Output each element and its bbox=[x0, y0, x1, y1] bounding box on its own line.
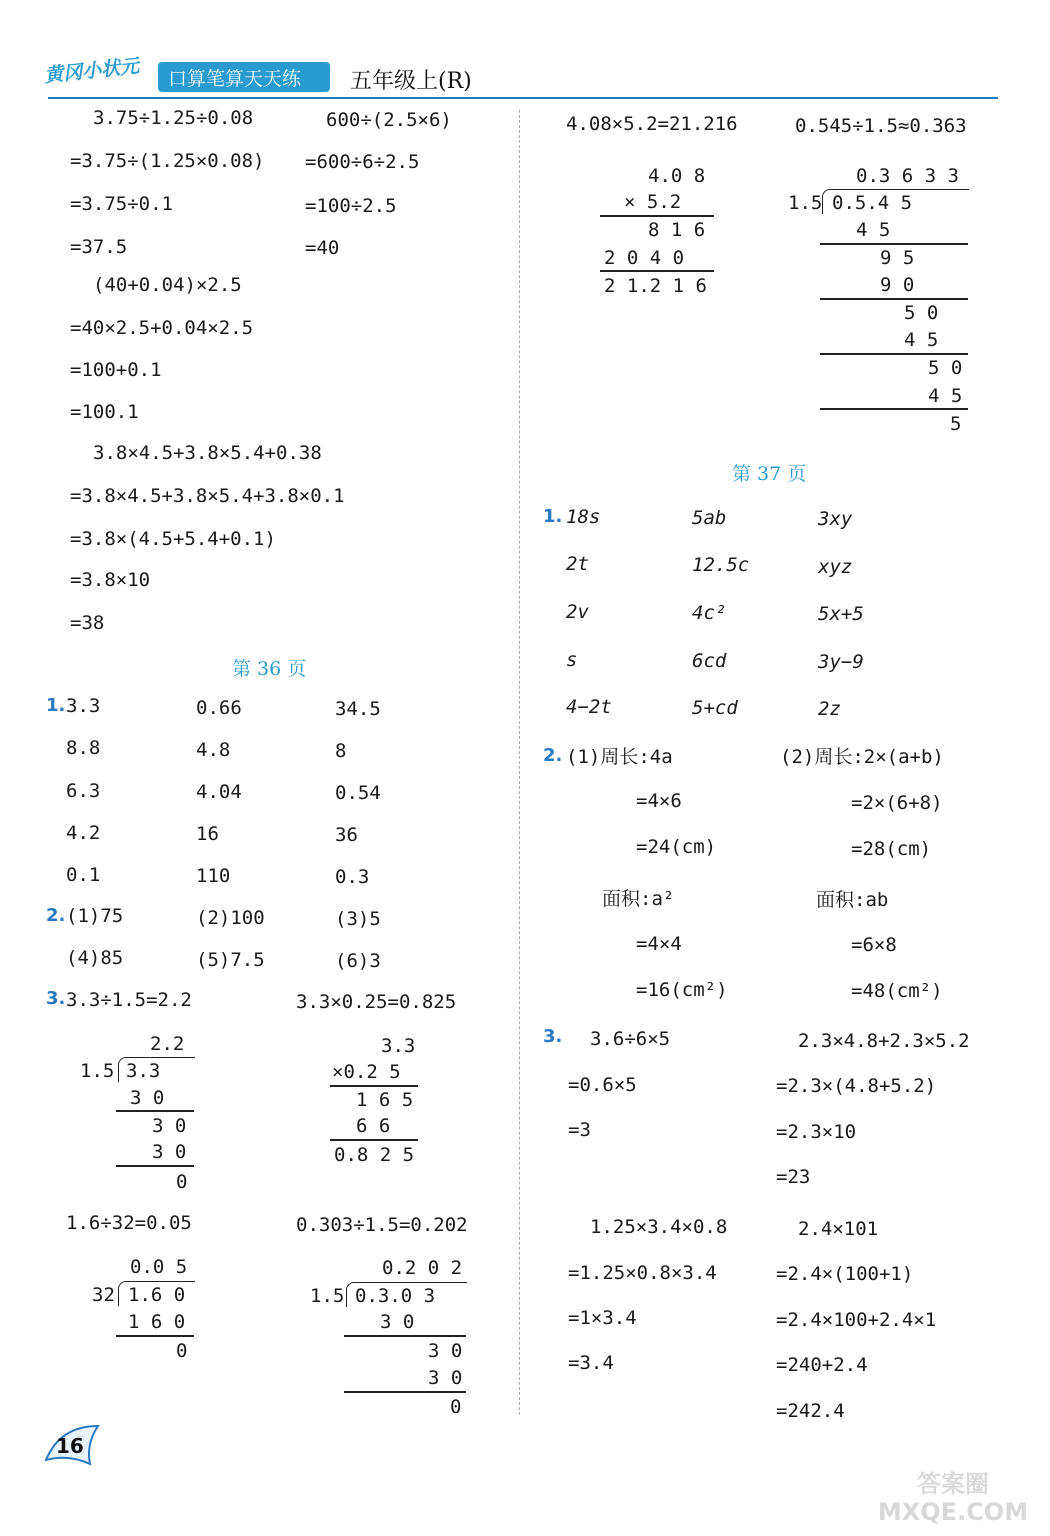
calc-line: =100÷2.5 bbox=[305, 195, 397, 217]
calc-line: 0.303÷1.5=0.202 bbox=[296, 1214, 468, 1236]
question-number: 2. bbox=[46, 905, 66, 926]
question-number: 3. bbox=[543, 1026, 563, 1047]
watermark: 答案圈 MXQE.COM bbox=[877, 1470, 1029, 1526]
answer-cell: 16 bbox=[196, 823, 219, 845]
answer-cell: (3)5 bbox=[335, 908, 381, 930]
division-rule bbox=[344, 1391, 466, 1393]
division-rule bbox=[820, 243, 968, 245]
answer-cell: 4−2t bbox=[566, 696, 612, 718]
answer-cell: 4.8 bbox=[196, 739, 231, 761]
series-banner bbox=[158, 62, 330, 92]
division-rule bbox=[116, 1110, 194, 1112]
division-step: 3 0 bbox=[428, 1367, 463, 1389]
calc-line: 3.8×4.5+3.8×5.4+0.38 bbox=[93, 442, 322, 464]
quotient: 2.2 bbox=[150, 1033, 185, 1055]
multiplicand: 3.3 bbox=[381, 1035, 416, 1057]
section-title: 第 37 页 bbox=[732, 463, 807, 485]
mul-rule bbox=[330, 1139, 418, 1141]
product: 2 1.2 1 6 bbox=[604, 275, 707, 297]
dividend: 0.3.0 3 bbox=[355, 1285, 436, 1307]
calc-line: (2)周长:2×(a+b) bbox=[780, 746, 944, 768]
calc-line: =242.4 bbox=[776, 1400, 845, 1422]
dividend: 1.6 0 bbox=[128, 1284, 186, 1306]
product: 0.8 2 5 bbox=[334, 1144, 415, 1166]
page-number: 16 bbox=[56, 1434, 84, 1458]
division-step: 3 0 bbox=[152, 1115, 187, 1137]
answer-cell: xyz bbox=[818, 556, 853, 578]
remainder: 5 bbox=[950, 413, 962, 435]
division-step: 9 5 bbox=[880, 247, 915, 269]
answer-cell: 2z bbox=[818, 698, 841, 720]
question-number: 1. bbox=[543, 506, 563, 527]
division-rule bbox=[820, 353, 968, 355]
divisor: 32 bbox=[92, 1284, 115, 1306]
division-step: 3 0 bbox=[380, 1311, 415, 1333]
remainder: 0 bbox=[450, 1396, 462, 1418]
answer-cell: 0.3 bbox=[335, 866, 370, 888]
answer-cell: (4)85 bbox=[66, 947, 124, 969]
calc-line: =3 bbox=[568, 1119, 591, 1141]
answer-cell: 0.54 bbox=[335, 782, 381, 804]
brand-logo: 黄冈小状元 bbox=[43, 55, 141, 87]
calc-line: =3.75÷0.1 bbox=[70, 193, 173, 215]
calc-line: =40×2.5+0.04×2.5 bbox=[70, 317, 254, 339]
answer-cell: 8 bbox=[335, 740, 347, 762]
calc-line: =28(cm) bbox=[851, 838, 932, 860]
division-step: 4 5 bbox=[856, 219, 891, 241]
calc-line: =6×8 bbox=[851, 934, 897, 956]
answer-cell: 34.5 bbox=[335, 698, 381, 720]
answer-cell: 0.66 bbox=[196, 697, 242, 719]
dividend: 0.5.4 5 bbox=[832, 192, 913, 214]
column-divider bbox=[519, 110, 520, 1415]
calc-line: 0.545÷1.5≈0.363 bbox=[795, 115, 967, 137]
calc-line: 4.08×5.2=21.216 bbox=[566, 113, 738, 135]
division-step: 9 0 bbox=[880, 274, 915, 296]
answer-cell: 5x+5 bbox=[818, 603, 864, 625]
page-number-badge bbox=[44, 1424, 102, 1464]
grade-label: 五年级上(R) bbox=[350, 69, 472, 94]
answer-cell: 36 bbox=[335, 824, 358, 846]
multiplicand: 4.0 8 bbox=[648, 165, 706, 187]
answer-cell: 4.04 bbox=[196, 781, 242, 803]
answer-cell: (1)75 bbox=[66, 905, 124, 927]
division-step: 3 0 bbox=[130, 1087, 165, 1109]
calc-line: =38 bbox=[70, 612, 105, 634]
division-rule bbox=[116, 1335, 194, 1337]
division-step: 3 0 bbox=[152, 1141, 187, 1163]
division-step: 4 5 bbox=[928, 385, 963, 407]
remainder: 0 bbox=[176, 1171, 188, 1193]
partial-product: 2 0 4 0 bbox=[604, 247, 685, 269]
answer-cell: 18s bbox=[566, 506, 601, 528]
answer-cell: (5)7.5 bbox=[196, 949, 265, 971]
divisor: 1.5 bbox=[310, 1285, 345, 1307]
division-step: 3 0 bbox=[428, 1340, 463, 1362]
calc-line: 3.3÷1.5=2.2 bbox=[66, 989, 192, 1011]
calc-line: =100+0.1 bbox=[70, 359, 162, 381]
answer-cell: 3y−9 bbox=[818, 651, 864, 673]
calc-line: =3.8×10 bbox=[70, 569, 151, 591]
calc-line: =0.6×5 bbox=[568, 1074, 637, 1096]
calc-line: 2.4×101 bbox=[798, 1218, 879, 1240]
calc-line: =3.8×(4.5+5.4+0.1) bbox=[70, 528, 276, 550]
quotient: 0.3 6 3 3 bbox=[856, 165, 959, 187]
partial-product: 8 1 6 bbox=[648, 219, 706, 241]
calc-line: =2×(6+8) bbox=[851, 792, 943, 814]
answer-cell: 8.8 bbox=[66, 737, 101, 759]
answer-cell: 6cd bbox=[692, 650, 727, 672]
calc-line: =1.25×0.8×3.4 bbox=[568, 1262, 717, 1284]
calc-line: =40 bbox=[305, 237, 340, 259]
calc-line: =2.3×(4.8+5.2) bbox=[776, 1075, 937, 1097]
division-step: 4 5 bbox=[904, 329, 939, 351]
question-number: 1. bbox=[46, 695, 66, 716]
calc-line: =600÷6÷2.5 bbox=[305, 151, 420, 173]
mul-rule bbox=[600, 215, 714, 217]
calc-line: (40+0.04)×2.5 bbox=[93, 274, 242, 296]
calc-line: 3.75÷1.25÷0.08 bbox=[93, 107, 254, 129]
mul-rule bbox=[330, 1085, 418, 1087]
calc-line: =2.4×100+2.4×1 bbox=[776, 1309, 937, 1331]
calc-line: =2.4×(100+1) bbox=[776, 1263, 914, 1285]
calc-line: =1×3.4 bbox=[568, 1307, 637, 1329]
section-title: 第 36 页 bbox=[232, 658, 307, 680]
multiplier: × 5.2 bbox=[624, 191, 682, 213]
answer-cell: 5ab bbox=[692, 507, 727, 529]
answer-cell: 4.2 bbox=[66, 822, 101, 844]
calc-line: =48(cm²) bbox=[851, 980, 943, 1002]
calc-line: =100.1 bbox=[70, 401, 139, 423]
calc-line: =37.5 bbox=[70, 236, 128, 258]
answer-cell: 3xy bbox=[818, 508, 853, 530]
calc-line: =4×4 bbox=[636, 933, 682, 955]
answer-cell: 5+cd bbox=[692, 697, 738, 719]
calc-line: =4×6 bbox=[636, 790, 682, 812]
division-rule bbox=[820, 298, 968, 300]
mul-rule bbox=[600, 270, 714, 272]
calc-line: 3.6÷6×5 bbox=[590, 1028, 671, 1050]
calc-line: 3.3×0.25=0.825 bbox=[296, 991, 457, 1013]
calc-line: 1.25×3.4×0.8 bbox=[590, 1216, 728, 1238]
calc-line: 600÷(2.5×6) bbox=[326, 109, 452, 131]
calc-line: =3.4 bbox=[568, 1352, 614, 1374]
calc-line: =2.3×10 bbox=[776, 1121, 857, 1143]
calc-line: 面积:a² bbox=[602, 888, 675, 910]
quotient: 0.0 5 bbox=[130, 1256, 188, 1278]
answer-cell: 6.3 bbox=[66, 780, 101, 802]
division-step: 1 6 0 bbox=[128, 1311, 186, 1333]
answer-cell: 3.3 bbox=[66, 695, 101, 717]
calc-line: =3.75÷(1.25×0.08) bbox=[70, 150, 265, 172]
partial-product: 6 6 bbox=[356, 1115, 391, 1137]
answer-cell: 0.1 bbox=[66, 864, 101, 886]
dividend: 3.3 bbox=[126, 1060, 161, 1082]
calc-line: =3.8×4.5+3.8×5.4+3.8×0.1 bbox=[70, 485, 345, 507]
divisor: 1.5 bbox=[788, 192, 823, 214]
calc-line: =240+2.4 bbox=[776, 1354, 868, 1376]
question-number: 2. bbox=[543, 745, 563, 766]
calc-line: =23 bbox=[776, 1166, 811, 1188]
calc-line: 1.6÷32=0.05 bbox=[66, 1212, 192, 1234]
answer-cell: 4c² bbox=[692, 602, 727, 624]
answer-cell: 2v bbox=[566, 601, 589, 623]
header-rule bbox=[48, 97, 998, 99]
division-step: 5 0 bbox=[928, 357, 963, 379]
answer-cell: (2)100 bbox=[196, 907, 265, 929]
multiplier: ×0.2 5 bbox=[332, 1061, 401, 1083]
question-number: 3. bbox=[46, 988, 66, 1009]
calc-line: =24(cm) bbox=[636, 836, 717, 858]
answer-cell: 12.5c bbox=[692, 554, 750, 576]
answer-cell: s bbox=[566, 649, 578, 671]
division-rule bbox=[344, 1335, 466, 1337]
division-rule bbox=[820, 408, 968, 410]
division-step: 5 0 bbox=[904, 302, 939, 324]
answer-cell: (6)3 bbox=[335, 950, 381, 972]
partial-product: 1 6 5 bbox=[356, 1089, 414, 1111]
calc-line: =16(cm²) bbox=[636, 979, 728, 1001]
quotient: 0.2 0 2 bbox=[382, 1257, 463, 1279]
series-title: 口算笔算天天练 bbox=[168, 68, 302, 90]
division-rule bbox=[116, 1165, 194, 1167]
remainder: 0 bbox=[176, 1340, 188, 1362]
divisor: 1.5 bbox=[80, 1060, 115, 1082]
answer-cell: 110 bbox=[196, 865, 231, 887]
calc-line: 面积:ab bbox=[816, 889, 889, 911]
calc-line: (1)周长:4a bbox=[566, 746, 673, 768]
answer-cell: 2t bbox=[566, 553, 589, 575]
calc-line: 2.3×4.8+2.3×5.2 bbox=[798, 1030, 970, 1052]
